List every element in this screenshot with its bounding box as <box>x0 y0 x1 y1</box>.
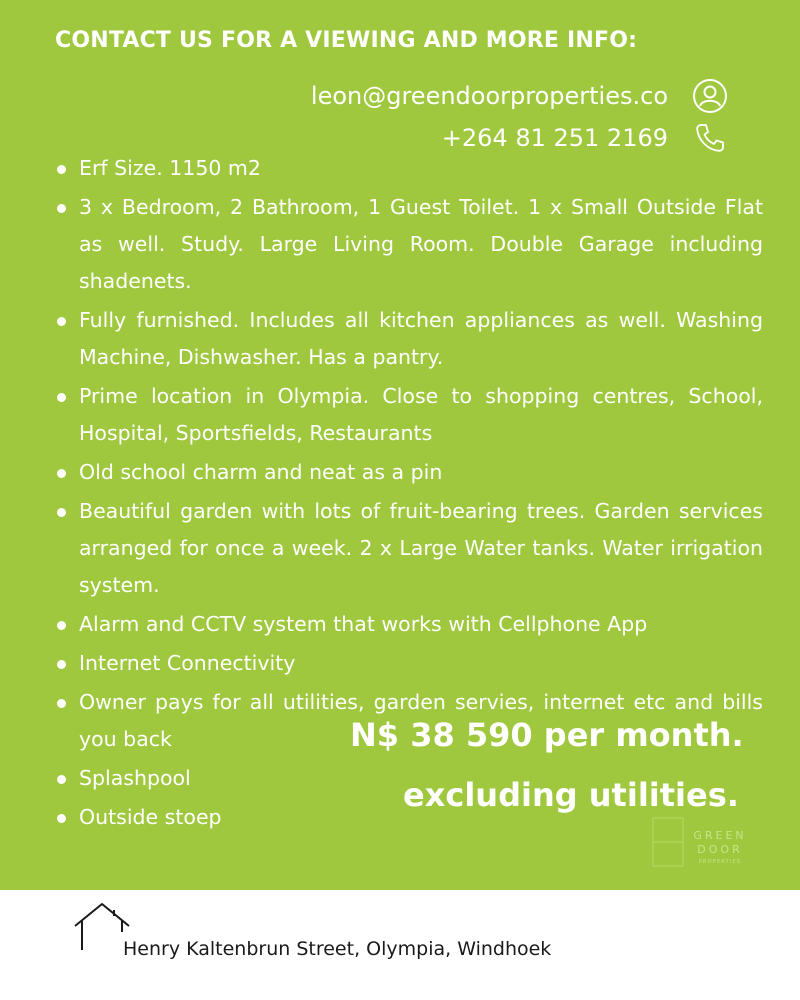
feature-text: Owner pays for all utilities, garden servies, internet etc and bills you back <box>79 690 763 751</box>
email-link[interactable]: leon@greendoorproperties.co <box>310 82 668 110</box>
feature-text: Erf Size. 1150 m2 <box>79 156 261 180</box>
email-row <box>311 78 728 114</box>
list-item <box>55 189 763 300</box>
address-text: Henry Kaltenbrun Street, Olympia, Windhoek <box>123 938 552 960</box>
list-item <box>55 454 763 491</box>
feature-text: Outside stoep <box>79 805 222 829</box>
user-circle-icon <box>692 78 728 114</box>
list-item <box>55 150 763 187</box>
logo-line2: DOOR <box>697 843 743 856</box>
logo-line3: PROPERTIES <box>698 859 742 865</box>
page-title: CONTACT US FOR A VIEWING AND MORE INFO: <box>55 28 638 53</box>
feature-text: 3 x Bedroom, 2 Bathroom, 1 Guest Toilet. 1 x Small Outside Flat as well. Study. Large Living Room. Double Garage including shadenets. <box>79 195 763 293</box>
feature-text: Internet Connectivity <box>79 651 296 675</box>
feature-text: Splashpool <box>79 766 191 790</box>
list-item <box>55 606 763 643</box>
feature-text: Old school charm and neat as a pin <box>79 460 443 484</box>
feature-text: Beautiful garden with lots of fruit-bearing trees. Garden services arranged for once a week. 2 x Large Water tanks. Water irrigation system. <box>79 499 763 597</box>
feature-text: Fully furnished. Includes all kitchen appliances as well. Washing Machine, Dishwasher. Has a pantry. <box>79 308 763 369</box>
phone-link[interactable]: +264 81 251 2169 <box>441 124 668 152</box>
price-note: excluding utilities. <box>403 776 739 814</box>
list-item <box>55 378 763 452</box>
price-text: N$ 38 590 per month. <box>350 716 744 754</box>
feature-text: Alarm and CCTV system that works with Cellphone App <box>79 612 648 636</box>
list-item <box>55 302 763 376</box>
list-item <box>55 493 763 604</box>
feature-text: Prime location in Olympia. Close to shopping centres, School, Hospital, Sportsfields, Restaurants <box>79 384 763 445</box>
company-logo <box>652 812 757 872</box>
list-item <box>55 645 763 682</box>
logo-line1: GREEN <box>693 829 747 842</box>
